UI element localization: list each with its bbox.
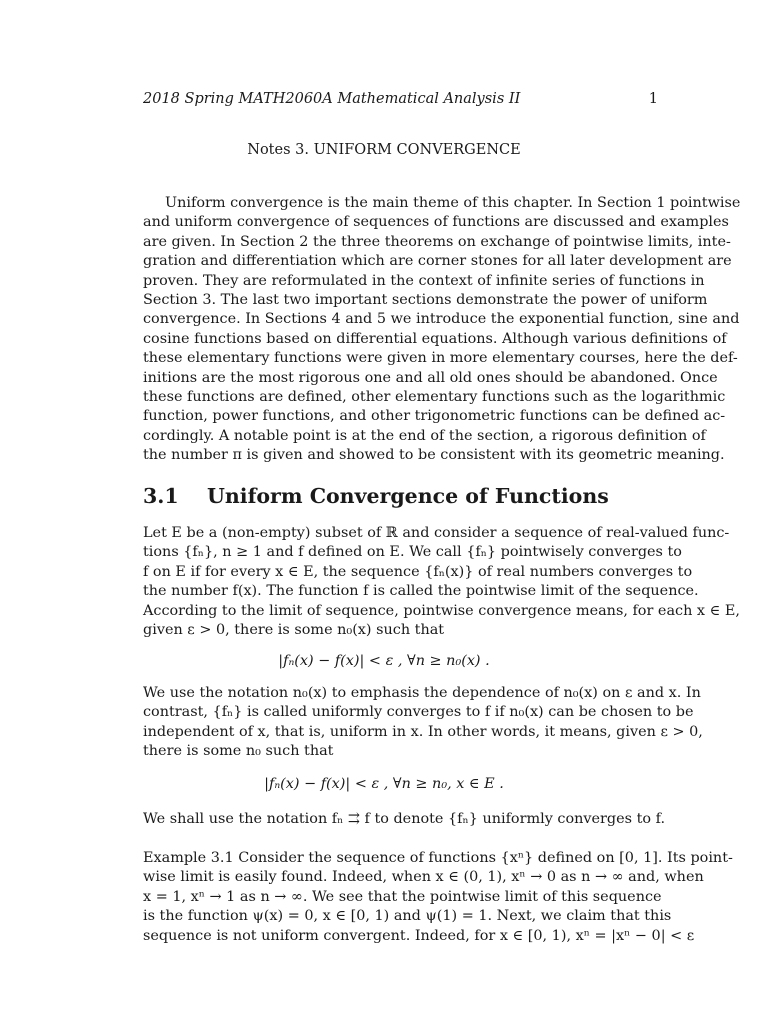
paragraph-line: independent of x, that is, uniform in x. In other words, it means, given ε > 0, <box>143 723 703 740</box>
paragraph-notation <box>143 810 666 829</box>
intro-paragraph <box>143 194 741 465</box>
example-line: x = 1, xⁿ → 1 as n → ∞. We see that the pointwise limit of this sequence <box>143 888 662 905</box>
intro-line: function, power functions, and other trigonometric functions can be defined ac- <box>143 408 726 425</box>
example-line: sequence is not uniform convergent. Indeed, for x ∈ [0, 1), xⁿ = |xⁿ − 0| < ε <box>143 927 695 944</box>
notes-title: Notes 3. UNIFORM CONVERGENCE <box>247 142 521 158</box>
paragraph-line: the number f(x). The function f is called the pointwise limit of the sequence. <box>143 583 699 600</box>
paragraph-line: We shall use the notation fₙ ⇉ f to denote {fₙ} uniformly converges to f. <box>143 811 666 827</box>
intro-line: cordingly. A notable point is at the end of the section, a rigorous definition of <box>143 427 706 444</box>
paragraph-line: According to the limit of sequence, pointwise convergence means, for each x ∈ E, <box>143 602 740 619</box>
example-line: is the function ψ(x) = 0, x ∈ [0, 1) and ψ(1) = 1. Next, we claim that this <box>143 908 672 925</box>
display-equation-pointwise: |fₙ(x) − f(x)| < ε , ∀n ≥ n₀(x) . <box>278 653 490 669</box>
example-line: wise limit is easily found. Indeed, when x ∈ (0, 1), xⁿ → 0 as n → ∞ and, when <box>143 869 704 886</box>
section-title: Uniform Convergence of Functions <box>207 484 609 508</box>
running-header-course: 2018 Spring MATH2060A Mathematical Analysis II <box>143 91 521 107</box>
paragraph-line: f on E if for every x ∈ E, the sequence {fₙ(x)} of real numbers converges to <box>143 563 693 580</box>
paragraph-line: Let E be a (non-empty) subset of ℝ and consider a sequence of real-valued func- <box>143 525 730 541</box>
intro-line: Section 3. The last two important sections demonstrate the power of uniform <box>143 291 708 308</box>
paragraph-line: We use the notation n₀(x) to emphasis the dependence of n₀(x) on ε and x. In <box>143 685 701 701</box>
display-equation-uniform: |fₙ(x) − f(x)| < ε , ∀n ≥ n₀, x ∈ E . <box>264 776 504 792</box>
intro-line: cosine functions based on differential equations. Although various definitions of <box>143 330 727 347</box>
paragraph-line: tions {fₙ}, n ≥ 1 and f defined on E. We call {fₙ} pointwisely converges to <box>143 544 682 561</box>
page-number: 1 <box>648 91 658 107</box>
intro-line: convergence. In Sections 4 and 5 we introduce the exponential function, sine and <box>143 311 740 328</box>
intro-line: these functions are defined, other elementary functions such as the logarithmic <box>143 388 726 405</box>
paragraph-line: there is some n₀ such that <box>143 743 334 760</box>
paragraph-line: contrast, {fₙ} is called uniformly converges to f if n₀(x) can be chosen to be <box>143 704 694 721</box>
section-number: 3.1 <box>143 484 179 508</box>
paragraph-line: given ε > 0, there is some n₀(x) such that <box>143 621 445 638</box>
example-3-1 <box>143 849 733 946</box>
section-heading <box>143 484 609 508</box>
intro-line: the number π is given and showed to be consistent with its geometric meaning. <box>143 447 725 464</box>
paragraph-pointwise <box>143 524 740 640</box>
intro-line: proven. They are reformulated in the context of infinite series of functions in <box>143 272 705 289</box>
intro-line: these elementary functions were given in more elementary courses, here the def- <box>143 350 738 367</box>
intro-line: Uniform convergence is the main theme of this chapter. In Section 1 pointwise <box>165 195 741 211</box>
intro-line: initions are the most rigorous one and all old ones should be abandoned. Once <box>143 369 718 386</box>
paragraph-uniform <box>143 684 703 762</box>
intro-line: are given. In Section 2 the three theorems on exchange of pointwise limits, inte- <box>143 233 731 250</box>
intro-line: and uniform convergence of sequences of functions are discussed and examples <box>143 214 729 231</box>
example-line: Example 3.1 Consider the sequence of functions {xⁿ} defined on [0, 1]. Its point- <box>143 850 733 866</box>
intro-line: gration and differentiation which are corner stones for all later development are <box>143 253 732 270</box>
